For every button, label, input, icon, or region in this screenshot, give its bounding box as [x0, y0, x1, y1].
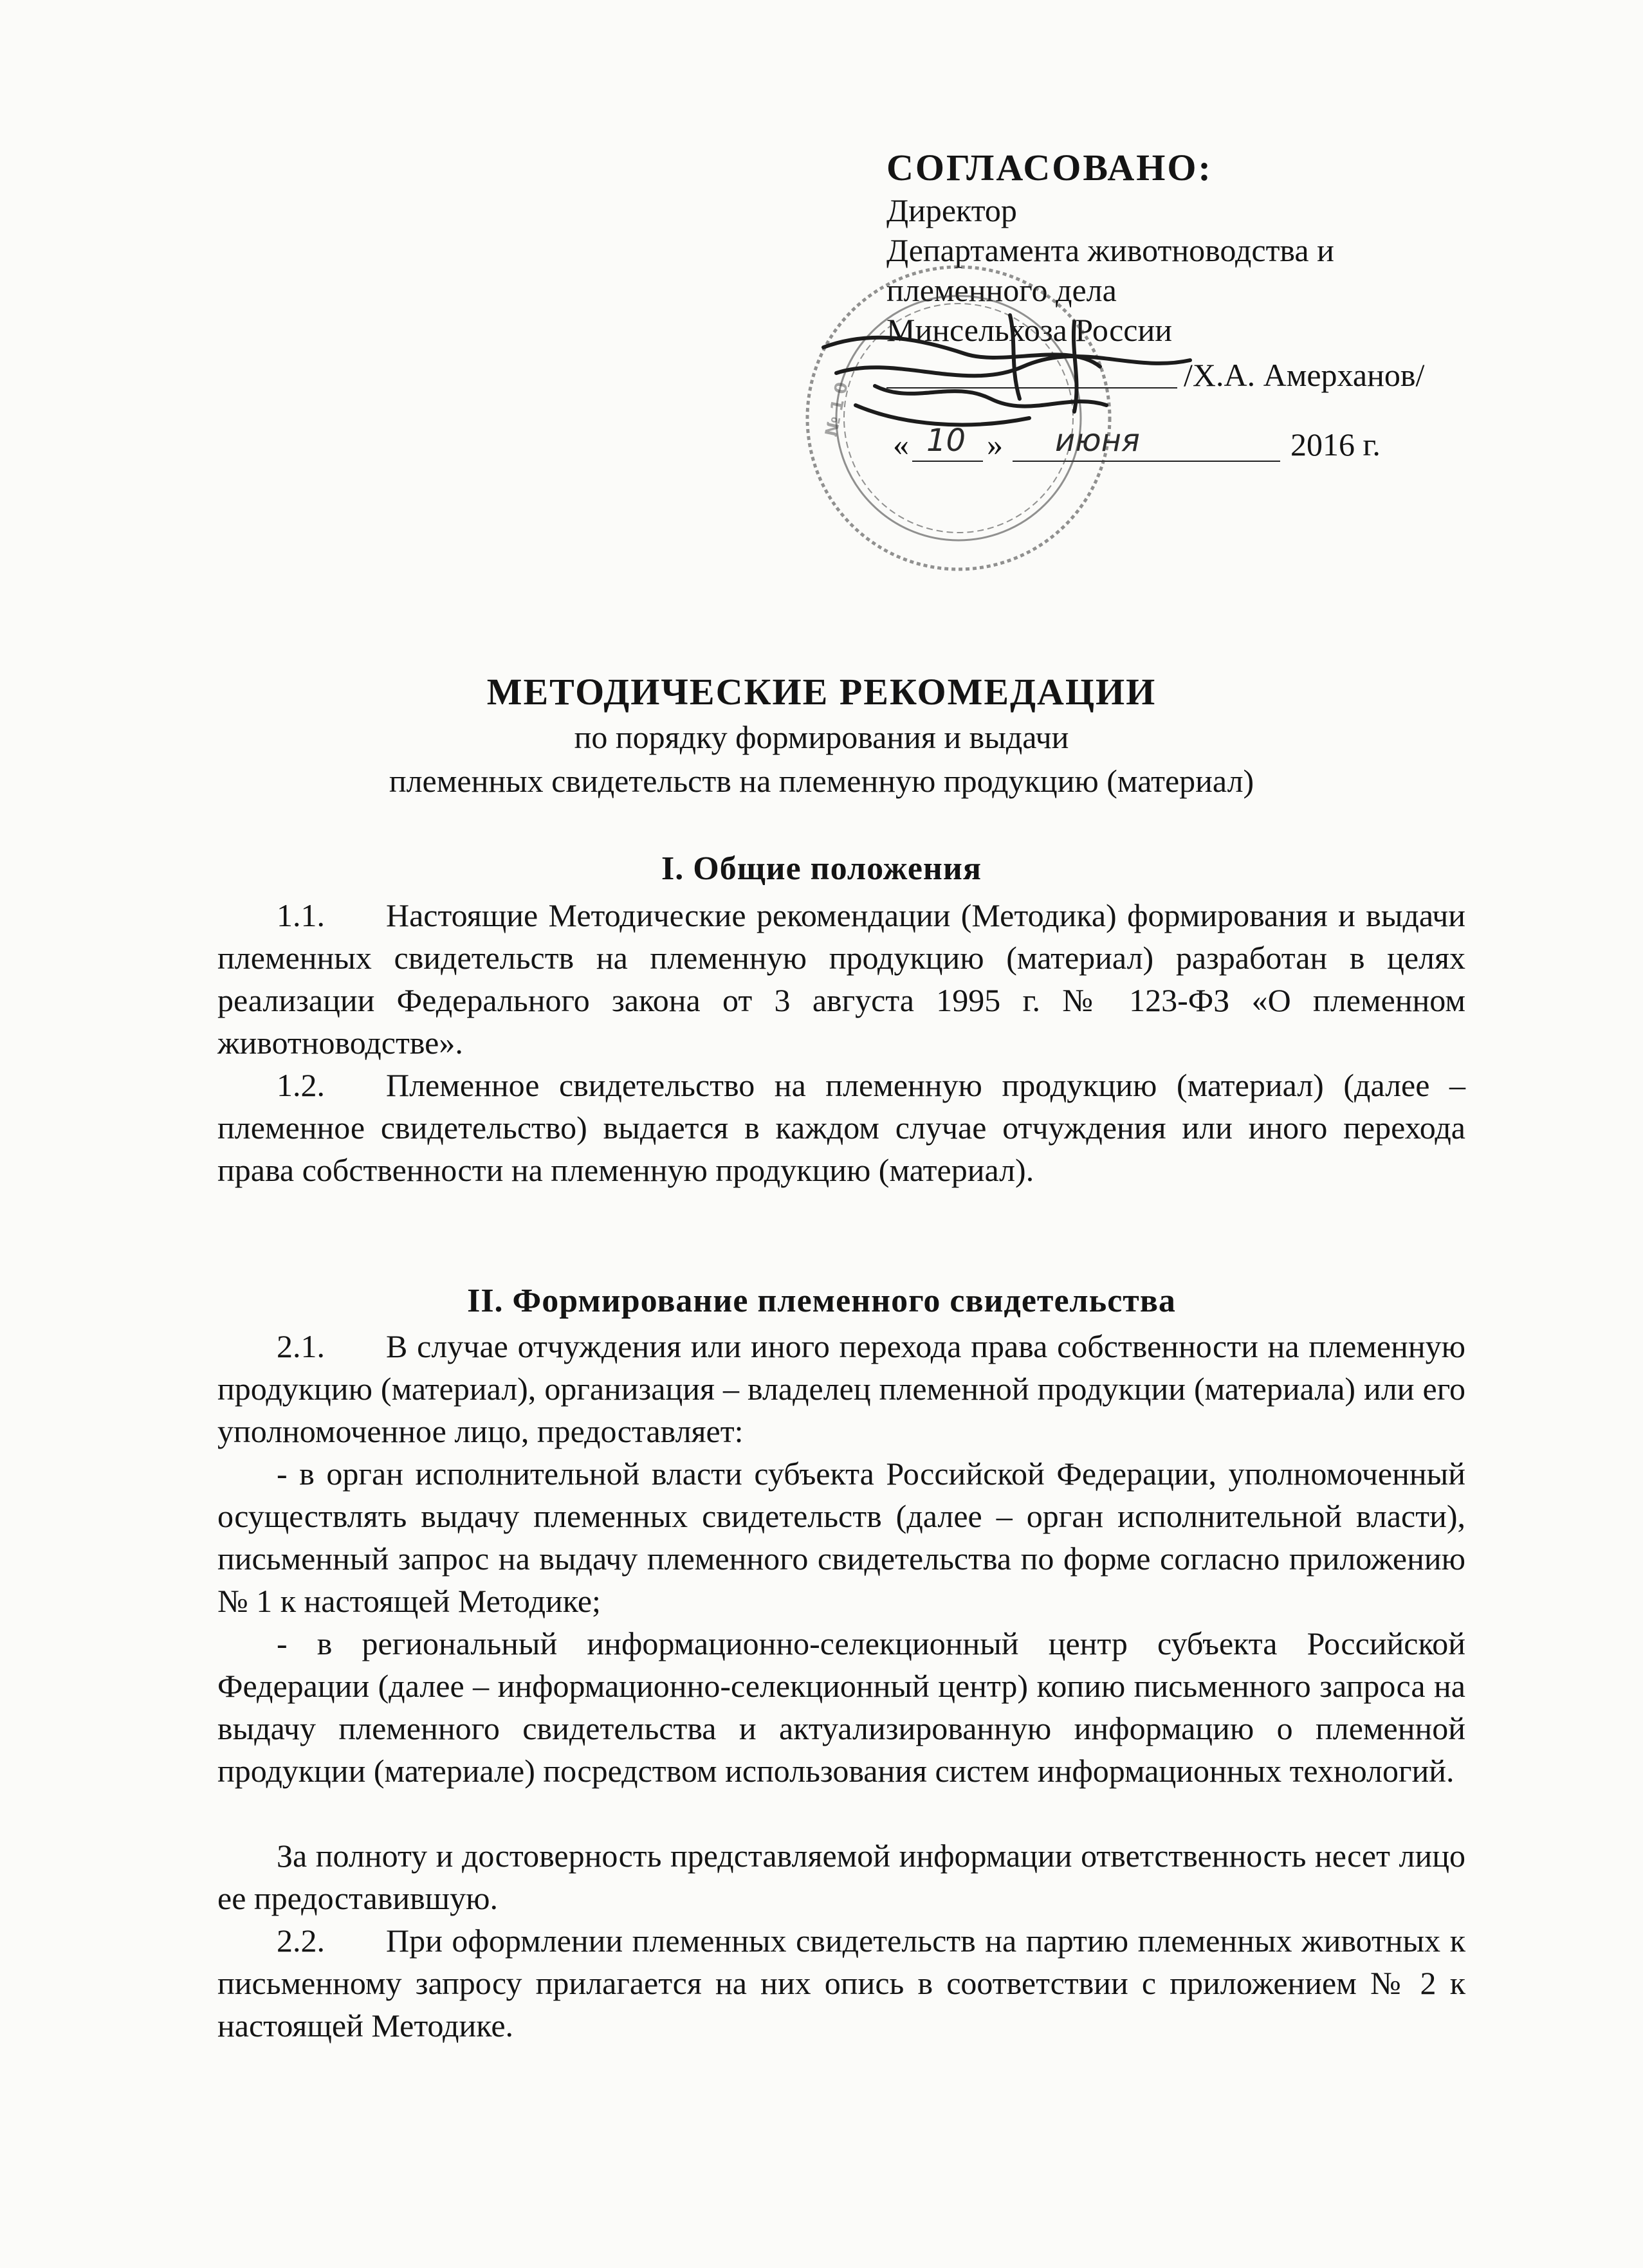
approval-department-line2: племенного дела	[886, 272, 1117, 308]
approval-department-line1: Департамента животноводства и	[886, 232, 1334, 268]
date-day: 10	[926, 423, 966, 459]
approval-date	[886, 425, 1485, 470]
paragraph-1-1-number: 1.1.	[277, 897, 325, 933]
paragraph-2-1	[217, 1325, 1465, 1452]
signature-row	[886, 355, 1485, 398]
date-month: июня	[1055, 423, 1140, 459]
svg-text:№ 1 0: № 1 0	[822, 380, 852, 439]
date-year: 2016 г.	[1290, 426, 1381, 462]
date-close-quote: »	[987, 426, 1003, 462]
approval-role: Директор	[886, 192, 1017, 228]
date-month-underline	[1013, 430, 1280, 462]
document-title-block	[0, 669, 1643, 803]
paragraph-2-2	[217, 1919, 1465, 2047]
section-1-title: I. Общие положения	[661, 850, 982, 887]
document-title: МЕТОДИЧЕСКИЕ РЕКОМЕДАЦИИ	[486, 671, 1157, 713]
paragraph-2-1-number: 2.1.	[277, 1328, 325, 1364]
paragraph-1-1	[217, 894, 1465, 1064]
paragraph-1-1-text: Настоящие Методические рекомендации (Методика) формирования и выдачи племенных свидетельств на племенную продукцию (материал) разработан в целях реализации Федерального закона от 3 августа 1995 г. № 123-ФЗ «О племенном животноводстве».	[217, 897, 1465, 1061]
date-open-quote: «	[893, 426, 909, 462]
paragraph-2-2-number: 2.2.	[277, 1923, 325, 1959]
paragraph-2-1-text: В случае отчуждения или иного перехода права собственности на племенную продукцию (материал), организация – владелец племенной продукции (материала) или его уполномоченное лицо, предоставляет:	[217, 1328, 1465, 1449]
document-subtitle-line1: по порядку формирования и выдачи	[574, 719, 1069, 755]
signature-line	[886, 387, 1177, 389]
paragraph-2-2-text: При оформлении племенных свидетельств на партию племенных животных к письменному запросу прилагается на них опись в соответствии с приложением № 2 к настоящей Методике.	[217, 1923, 1465, 2044]
list-item-executive-authority: - в орган исполнительной власти субъекта Российской Федерации, уполномоченный осуществлять выдачу племенных свидетельств (далее – орган исполнительной власти), письменный запрос на выдачу племенного свидетельства по форме согласно приложению № 1 к настоящей Методике;	[217, 1456, 1465, 1619]
approval-heading: СОГЛАСОВАНО:	[886, 147, 1213, 188]
approval-block	[886, 148, 1485, 470]
document-subtitle-line2: племенных свидетельств на племенную продукцию (материал)	[389, 763, 1254, 799]
paragraph-1-2-text: Племенное свидетельство на племенную продукцию (материал) (далее – племенное свидетельство) выдается в каждом случае отчуждения или иного перехода права собственности на племенную продукцию (материал).	[217, 1067, 1465, 1188]
paragraph-responsibility: За полноту и достоверность представляемой информации ответственность несет лицо ее предоставившую.	[217, 1838, 1465, 1916]
list-item-selection-center: - в региональный информационно-селекционный центр субъекта Российской Федерации (далее – информационно-селекционный центр) копию письменного запроса на выдачу племенного свидетельства и актуализированную информацию о племенной продукции (материале) посредством использования систем информационных технологий.	[217, 1625, 1465, 1789]
approval-ministry: Минсельхоза России	[886, 312, 1172, 348]
section-2-title: II. Формирование племенного свидетельства	[467, 1283, 1176, 1319]
paragraph-1-2-number: 1.2.	[277, 1067, 325, 1103]
paragraph-1-2	[217, 1064, 1465, 1191]
signatory-name: /Х.А. Амерханов/	[1184, 357, 1425, 393]
